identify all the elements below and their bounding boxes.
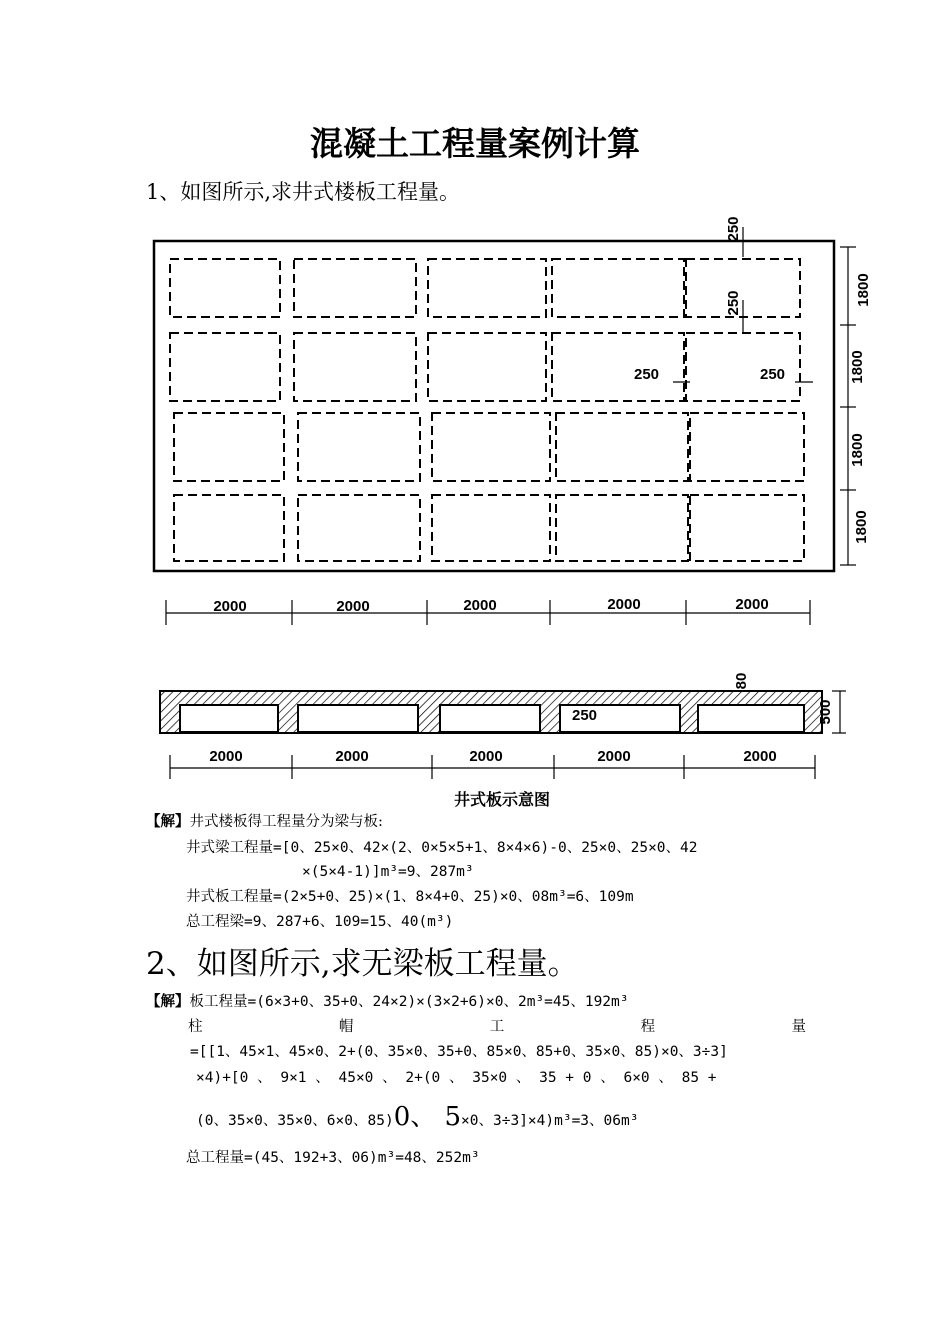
- section-dim-4: 2000: [597, 748, 631, 765]
- dashed-cell: [174, 495, 284, 561]
- plan-view: [154, 216, 872, 625]
- dim-250-inner-a: 250: [634, 366, 660, 383]
- dashed-cell: [294, 259, 416, 317]
- section-dim-3: 2000: [469, 748, 503, 765]
- dim-bottom-1: 2000: [213, 598, 247, 615]
- section-view: [160, 673, 846, 779]
- dim-80: 80: [733, 672, 750, 690]
- dim-bottom-5: 2000: [735, 596, 769, 613]
- dashed-cell: [298, 413, 420, 481]
- question-2: 2、如图所示,求无梁板工程量。: [146, 946, 579, 982]
- q2-solution-line3: =[[1、45×1、45×0、2+(0、35×0、35+0、85×0、85+0、35×0、85)×0、3÷3]: [190, 1044, 728, 1060]
- dashed-cell: [428, 259, 546, 317]
- dim-bottom-3: 2000: [463, 597, 497, 614]
- dashed-cell: [298, 495, 420, 561]
- dim-right-1800-c: 1800: [849, 433, 866, 467]
- dim-250-beam: 250: [725, 290, 742, 316]
- dim-bottom-2: 2000: [336, 598, 370, 615]
- dim-500: 500: [817, 699, 834, 725]
- question-1: 1、如图所示,求井式楼板工程量。: [146, 180, 461, 204]
- section-void: [298, 705, 418, 732]
- dashed-cell: [432, 413, 550, 481]
- dim-right-1800-a: 1800: [855, 273, 872, 307]
- q1-solution-line3: ×(5×4-1)]m³=9、287m³: [302, 864, 474, 880]
- dim-section-250: 250: [572, 707, 598, 724]
- dim-right-1800-d: 1800: [853, 510, 870, 544]
- dashed-cell: [552, 259, 684, 317]
- dashed-cell: [690, 495, 804, 561]
- section-dim-5: 2000: [743, 748, 777, 765]
- q2-solution-line6: 总工程量=(45、192+3、06)m³=48、252m³: [186, 1150, 480, 1166]
- dashed-cell: [690, 413, 804, 481]
- dashed-cell: [170, 333, 280, 401]
- dim-250-top: 250: [725, 216, 742, 242]
- dashed-cell: [552, 333, 684, 401]
- page-title: 混凝土工程量案例计算: [310, 124, 640, 163]
- q2-solution-line1: 【解】板工程量=(6×3+0、35+0、24×2)×(3×2+6)×0、2m³=45、192m³: [146, 993, 629, 1010]
- q1-solution-line4: 井式板工程量=(2×5+0、25)×(1、8×4+0、25)×0、08m³=6、109m: [186, 889, 634, 905]
- section-void: [180, 705, 278, 732]
- dashed-cell: [170, 259, 280, 317]
- waffle-slab-figure: [140, 215, 872, 815]
- q2-solution-line2: 柱 帽 工 程 量: [188, 1019, 806, 1035]
- dashed-cell: [294, 333, 416, 401]
- section-void: [698, 705, 804, 732]
- figure-caption: 井式板示意图: [453, 790, 551, 809]
- section-dim-2: 2000: [335, 748, 369, 765]
- section-void: [440, 705, 540, 732]
- q2-solution-line5: (0、35×0、35×0、6×0、85)0、 5×0、3÷3]×4)m³=3、06m³: [196, 1102, 639, 1132]
- q2-solution-line4: ×4)+[0 、 9×1 、 45×0 、 2+(0 、 35×0 、 35 + 0 、 6×0 、 85 +: [196, 1070, 717, 1086]
- dim-right-1800-b: 1800: [849, 350, 866, 384]
- dashed-cell: [432, 495, 550, 561]
- q1-solution-line1: 【解】井式楼板得工程量分为梁与板:: [146, 813, 383, 830]
- dashed-cells: [170, 259, 804, 561]
- q1-solution-line5: 总工程梁=9、287+6、109=15、40(m³): [186, 914, 454, 930]
- dashed-cell: [428, 333, 546, 401]
- dashed-cell: [556, 413, 688, 481]
- section-dim-1: 2000: [209, 748, 243, 765]
- dim-bottom-4: 2000: [607, 596, 641, 613]
- dim-250-inner-b: 250: [760, 366, 786, 383]
- q1-solution-line2: 井式梁工程量=[0、25×0、42×(2、0×5×5+1、8×4×6)-0、25×0、25×0、42: [186, 840, 698, 856]
- dashed-cell: [556, 495, 688, 561]
- section-voids: [180, 705, 804, 732]
- dashed-cell: [174, 413, 284, 481]
